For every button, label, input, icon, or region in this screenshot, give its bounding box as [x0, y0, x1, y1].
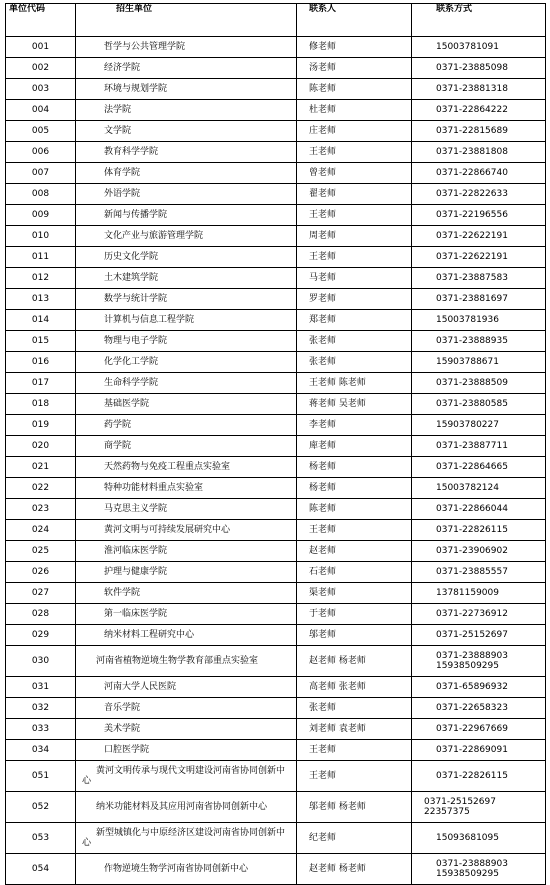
cell-contact-method: 13781159009 [412, 583, 546, 604]
cell-contact-method: 0371-23887711 [412, 436, 546, 457]
cell-unit-name: 药学院 [76, 415, 297, 436]
cell-unit-name: 软件学院 [76, 583, 297, 604]
cell-contact-method: 15903788671 [412, 352, 546, 373]
cell-unit-name: 河南大学人民医院 [76, 677, 297, 698]
cell-unit-code: 003 [6, 79, 76, 100]
cell-unit-name: 基础医学院 [76, 394, 297, 415]
cell-contact-person: 王老师 陈老师 [297, 373, 412, 394]
cell-unit-code: 008 [6, 184, 76, 205]
cell-unit-name: 新闻与传播学院 [76, 205, 297, 226]
cell-contact-method: 0371-23880585 [412, 394, 546, 415]
cell-contact-person: 赵老师 杨老师 [297, 646, 412, 677]
cell-contact-person: 张老师 [297, 331, 412, 352]
cell-contact-person: 石老师 [297, 562, 412, 583]
cell-unit-code: 021 [6, 457, 76, 478]
cell-unit-code: 023 [6, 499, 76, 520]
cell-contact-person: 马老师 [297, 268, 412, 289]
cell-contact-method: 0371-22815689 [412, 121, 546, 142]
cell-unit-name: 新型城镇化与中原经济区建设河南省协同创新中心 [76, 823, 297, 854]
header-row [6, 4, 546, 37]
cell-unit-name: 体育学院 [76, 163, 297, 184]
table-row [6, 142, 546, 163]
table-row [6, 478, 546, 499]
cell-contact-person: 陈老师 [297, 499, 412, 520]
cell-unit-code: 052 [6, 792, 76, 823]
table-row [6, 562, 546, 583]
cell-contact-method: 0371-22864665 [412, 457, 546, 478]
cell-unit-name: 纳米材料工程研究中心 [76, 625, 297, 646]
header-contact-person: 联系人 [297, 4, 412, 37]
cell-contact-person: 汤老师 [297, 58, 412, 79]
cell-contact-method: 0371-22736912 [412, 604, 546, 625]
cell-unit-code: 053 [6, 823, 76, 854]
table-row [6, 457, 546, 478]
cell-contact-method: 15003781936 [412, 310, 546, 331]
cell-unit-code: 031 [6, 677, 76, 698]
table-row [6, 352, 546, 373]
cell-contact-method: 0371-22826115 [412, 761, 546, 792]
cell-unit-code: 006 [6, 142, 76, 163]
cell-unit-code: 017 [6, 373, 76, 394]
cell-contact-method: 0371-22864222 [412, 100, 546, 121]
cell-contact-person: 杜老师 [297, 100, 412, 121]
cell-unit-code: 025 [6, 541, 76, 562]
cell-contact-method: 0371-22967669 [412, 719, 546, 740]
cell-unit-code: 022 [6, 478, 76, 499]
table-row [6, 121, 546, 142]
table-row [6, 226, 546, 247]
cell-contact-person: 罗老师 [297, 289, 412, 310]
cell-contact-person: 赵老师 杨老师 [297, 854, 412, 885]
table-row [6, 394, 546, 415]
cell-unit-name: 土木建筑学院 [76, 268, 297, 289]
cell-unit-name: 护理与健康学院 [76, 562, 297, 583]
cell-unit-name: 环境与规划学院 [76, 79, 297, 100]
cell-contact-person: 曾老师 [297, 163, 412, 184]
table-row [6, 37, 546, 58]
table-row [6, 719, 546, 740]
table-row [6, 100, 546, 121]
cell-unit-name: 黄河文明传承与现代文明建设河南省协同创新中心 [76, 761, 297, 792]
table-header [6, 4, 546, 37]
cell-unit-code: 030 [6, 646, 76, 677]
cell-contact-method: 0371-23888903 15938509295 [412, 646, 546, 677]
cell-unit-code: 016 [6, 352, 76, 373]
cell-unit-code: 015 [6, 331, 76, 352]
table-row [6, 499, 546, 520]
cell-unit-name: 音乐学院 [76, 698, 297, 719]
cell-unit-name: 文化产业与旅游管理学院 [76, 226, 297, 247]
cell-contact-person: 王老师 [297, 247, 412, 268]
table-row [6, 761, 546, 792]
admissions-contact-table [5, 3, 546, 885]
cell-contact-person: 庳老师 [297, 436, 412, 457]
cell-contact-method: 0371-23887583 [412, 268, 546, 289]
table-row [6, 823, 546, 854]
cell-unit-name: 计算机与信息工程学院 [76, 310, 297, 331]
cell-unit-code: 018 [6, 394, 76, 415]
cell-unit-name: 教育科学学院 [76, 142, 297, 163]
cell-contact-method: 0371-23888509 [412, 373, 546, 394]
cell-contact-method: 15003782124 [412, 478, 546, 499]
cell-unit-name: 第一临床医学院 [76, 604, 297, 625]
table-row [6, 740, 546, 761]
table-body [6, 37, 546, 885]
cell-contact-person: 周老师 [297, 226, 412, 247]
cell-contact-method: 0371-23881808 [412, 142, 546, 163]
table-row [6, 184, 546, 205]
cell-contact-method: 15903780227 [412, 415, 546, 436]
cell-contact-method: 0371-22826115 [412, 520, 546, 541]
cell-contact-person: 邬老师 [297, 625, 412, 646]
cell-contact-method: 0371-23885557 [412, 562, 546, 583]
cell-unit-code: 051 [6, 761, 76, 792]
cell-contact-person: 蒋老师 吴老师 [297, 394, 412, 415]
cell-unit-name: 淮河临床医学院 [76, 541, 297, 562]
cell-unit-code: 013 [6, 289, 76, 310]
cell-unit-name: 河南省植物逆境生物学教育部重点实验室 [76, 646, 297, 677]
admissions-contact-table-container [5, 3, 545, 885]
cell-contact-method: 0371-23881318 [412, 79, 546, 100]
cell-contact-person: 庄老师 [297, 121, 412, 142]
table-row [6, 415, 546, 436]
cell-contact-person: 王老师 [297, 205, 412, 226]
table-row [6, 792, 546, 823]
cell-contact-method: 0371-22822633 [412, 184, 546, 205]
table-row [6, 625, 546, 646]
cell-unit-code: 014 [6, 310, 76, 331]
cell-unit-name: 数学与统计学院 [76, 289, 297, 310]
table-row [6, 331, 546, 352]
cell-unit-code: 002 [6, 58, 76, 79]
cell-contact-person: 王老师 [297, 740, 412, 761]
cell-contact-person: 王老师 [297, 761, 412, 792]
cell-unit-code: 010 [6, 226, 76, 247]
cell-contact-person: 杨老师 [297, 457, 412, 478]
cell-unit-code: 009 [6, 205, 76, 226]
cell-unit-name: 美术学院 [76, 719, 297, 740]
cell-contact-person: 于老师 [297, 604, 412, 625]
cell-contact-method: 0371-23906902 [412, 541, 546, 562]
cell-unit-code: 032 [6, 698, 76, 719]
cell-contact-person: 王老师 [297, 520, 412, 541]
table-row [6, 854, 546, 885]
cell-contact-method: 0371-22866044 [412, 499, 546, 520]
cell-contact-person: 张老师 [297, 698, 412, 719]
table-row [6, 604, 546, 625]
table-row [6, 436, 546, 457]
cell-contact-person: 渠老师 [297, 583, 412, 604]
table-row [6, 247, 546, 268]
cell-contact-person: 郑老师 [297, 310, 412, 331]
cell-unit-name: 口腔医学院 [76, 740, 297, 761]
cell-unit-code: 024 [6, 520, 76, 541]
cell-unit-code: 054 [6, 854, 76, 885]
cell-unit-name: 法学院 [76, 100, 297, 121]
header-contact-method: 联系方式 [412, 4, 546, 37]
cell-unit-name: 黄河文明与可持续发展研究中心 [76, 520, 297, 541]
cell-unit-code: 011 [6, 247, 76, 268]
cell-contact-person: 陈老师 [297, 79, 412, 100]
cell-contact-method: 0371-23888903 15938509295 [412, 854, 546, 885]
cell-contact-method: 0371-23888935 [412, 331, 546, 352]
cell-contact-method: 0371-25152697 22357375 [412, 792, 546, 823]
cell-unit-name: 化学化工学院 [76, 352, 297, 373]
cell-contact-method: 0371-25152697 [412, 625, 546, 646]
cell-contact-person: 李老师 [297, 415, 412, 436]
cell-unit-code: 033 [6, 719, 76, 740]
cell-contact-method: 15003781091 [412, 37, 546, 58]
cell-unit-code: 012 [6, 268, 76, 289]
cell-contact-method: 0371-23885098 [412, 58, 546, 79]
table-row [6, 310, 546, 331]
cell-contact-person: 邬老师 杨老师 [297, 792, 412, 823]
cell-contact-person: 高老师 张老师 [297, 677, 412, 698]
table-row [6, 205, 546, 226]
cell-unit-code: 020 [6, 436, 76, 457]
cell-unit-code: 019 [6, 415, 76, 436]
cell-unit-name: 文学院 [76, 121, 297, 142]
header-unit-name: 招生单位 [76, 4, 297, 37]
table-row [6, 373, 546, 394]
table-row [6, 289, 546, 310]
cell-contact-person: 翟老师 [297, 184, 412, 205]
cell-unit-name: 特种功能材料重点实验室 [76, 478, 297, 499]
cell-unit-code: 007 [6, 163, 76, 184]
cell-unit-code: 029 [6, 625, 76, 646]
cell-unit-name: 外语学院 [76, 184, 297, 205]
cell-unit-name: 天然药物与免疫工程重点实验室 [76, 457, 297, 478]
cell-contact-method: 0371-22622191 [412, 247, 546, 268]
cell-unit-name: 纳米功能材料及其应用河南省协同创新中心 [76, 792, 297, 823]
cell-unit-code: 004 [6, 100, 76, 121]
cell-unit-code: 028 [6, 604, 76, 625]
table-row [6, 698, 546, 719]
table-row [6, 163, 546, 184]
cell-contact-person: 赵老师 [297, 541, 412, 562]
cell-contact-method: 0371-23881697 [412, 289, 546, 310]
table-row [6, 520, 546, 541]
cell-unit-name: 作物逆境生物学河南省协同创新中心 [76, 854, 297, 885]
cell-unit-code: 034 [6, 740, 76, 761]
table-row [6, 583, 546, 604]
cell-contact-method: 0371-22622191 [412, 226, 546, 247]
cell-unit-name: 物理与电子学院 [76, 331, 297, 352]
cell-unit-name: 哲学与公共管理学院 [76, 37, 297, 58]
table-row [6, 268, 546, 289]
cell-contact-method: 0371-22196556 [412, 205, 546, 226]
cell-unit-code: 027 [6, 583, 76, 604]
cell-unit-name: 商学院 [76, 436, 297, 457]
cell-unit-name: 历史文化学院 [76, 247, 297, 268]
cell-unit-code: 005 [6, 121, 76, 142]
cell-unit-name: 生命科学学院 [76, 373, 297, 394]
table-row [6, 541, 546, 562]
cell-contact-person: 纪老师 [297, 823, 412, 854]
cell-unit-code: 001 [6, 37, 76, 58]
cell-contact-person: 王老师 [297, 142, 412, 163]
cell-unit-name: 经济学院 [76, 58, 297, 79]
cell-contact-method: 0371-22866740 [412, 163, 546, 184]
table-row [6, 58, 546, 79]
cell-unit-code: 026 [6, 562, 76, 583]
table-row [6, 79, 546, 100]
cell-contact-method: 0371-65896932 [412, 677, 546, 698]
cell-contact-method: 0371-22658323 [412, 698, 546, 719]
cell-contact-person: 修老师 [297, 37, 412, 58]
cell-contact-method: 15093681095 [412, 823, 546, 854]
cell-contact-method: 0371-22869091 [412, 740, 546, 761]
table-row [6, 677, 546, 698]
cell-contact-person: 刘老师 袁老师 [297, 719, 412, 740]
cell-contact-person: 杨老师 [297, 478, 412, 499]
table-row [6, 646, 546, 677]
header-unit-code: 单位代码 [6, 4, 76, 37]
cell-unit-name: 马克思主义学院 [76, 499, 297, 520]
cell-contact-person: 张老师 [297, 352, 412, 373]
